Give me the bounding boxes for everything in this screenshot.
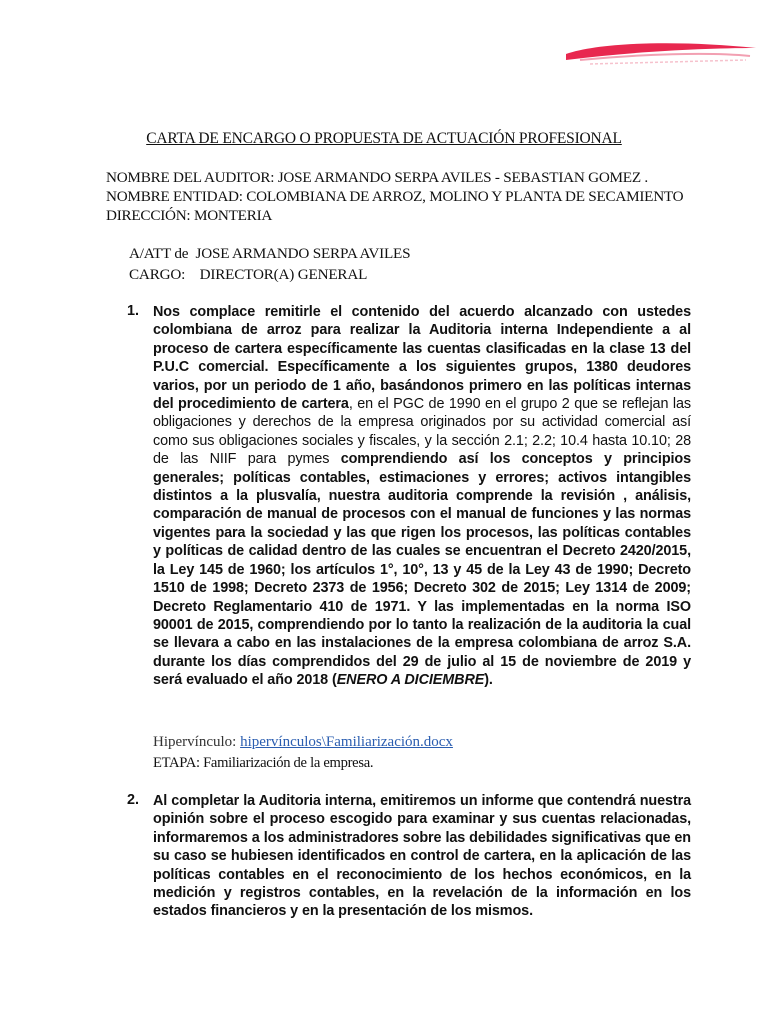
- address-line: DIRECCIÓN: MONTERIA: [106, 207, 273, 224]
- att-label: A/ATT de: [129, 245, 189, 262]
- entity-line: NOMBRE ENTIDAD: COLOMBIANA DE ARROZ, MOLINO Y PLANTA DE SECAMIENTO: [106, 188, 684, 205]
- attention-block: [129, 243, 410, 285]
- hyperlink-label: Hipervínculo:: [153, 734, 241, 750]
- cargo-label: CARGO:: [129, 266, 186, 283]
- paragraph-1-number: 1.: [127, 303, 140, 319]
- cargo-value: DIRECTOR(A) GENERAL: [199, 266, 368, 283]
- etapa-line: ETAPA: Familiarización de la empresa.: [153, 755, 374, 771]
- paragraph-2-number: 2.: [127, 792, 140, 808]
- auditor-line: NOMBRE DEL AUDITOR: JOSE ARMANDO SERPA AVILES - SEBASTIAN GOMEZ .: [106, 169, 648, 186]
- hyperlink-familiarizacion[interactable]: hipervínculos\Familiarización.docx: [240, 734, 453, 750]
- att-name: JOSE ARMANDO SERPA AVILES: [195, 245, 411, 262]
- hyperlink-line: [153, 732, 453, 752]
- pink-swoosh-logo-icon: [560, 38, 760, 72]
- document-title: CARTA DE ENCARGO O PROPUESTA DE ACTUACIÓN PROFESIONAL: [146, 130, 622, 147]
- paragraph-2: Al completar la Auditoria interna, emitiremos un informe que contendrá nuestra opinión sobre el proceso escogido para examinar y sus cuentas relacionadas, informaremos a los administradores sobre las debilidades significativas que en su caso se hubiesen identificados en control de cartera, en la aplicación de las políticas contables en el reconocimiento de los hechos económicos, en la medición y registros contables, en la revelación de la información en los estados financieros y en la presentación de los mismos.: [153, 793, 691, 920]
- header-info: [106, 168, 683, 225]
- paragraph-1: Nos complace remitirle el contenido del acuerdo alcanzado con ustedes colombiana de arroz para realizar la Auditoria interna Independiente a al proceso de cartera específicamente las cuentas clasificadas en la clase 13 del P.U.C comercial. Específicamente a los siguientes grupos, 1380 deudores varios, por un periodo de 1 año, basándonos primero en las políticas internas del procedimiento de cartera, en el PGC de 1990 en el grupo 2 que se reflejan las obligaciones y derechos de la empresa originados por su actividad comercial así como sus obligaciones sociales y fiscales, y la sección 2.1; 2.2; 10.4 hasta 10.10; 28 de las NIIF para pymes comprendiendo así los conceptos y principios generales; políticas contables, estimaciones y errores; activos intangibles distintos a la plusvalía, nuestra auditoria comprende la revisión , análisis, comparación de manual de procesos con el manual de funciones y las normas vigentes para la sociedad y las que rigen los procesos, las políticas contables y políticas de calidad dentro de las cuales se encuentran el Decreto 2420/2015, la Ley 145 de 1960; los artículos 1°, 10°, 13 y 45 de la Ley 43 de 1990; Decreto 1510 de 1998; Decreto 2373 de 1956; Decreto 302 de 2015; Ley 1314 de 2009; Decreto Reglamentario 410 de 1971. Y las implementadas en la norma ISO 90001 de 2015, comprendiendo por lo tanto la realización de la auditoria la cual se llevara a cabo en las instalaciones de la empresa colombiana de arroz S.A. durante los días comprendidos del 29 de julio al 15 de noviembre de 2019 y será evaluado el año 2018 (ENERO A DICIEMBRE).: [153, 304, 691, 689]
